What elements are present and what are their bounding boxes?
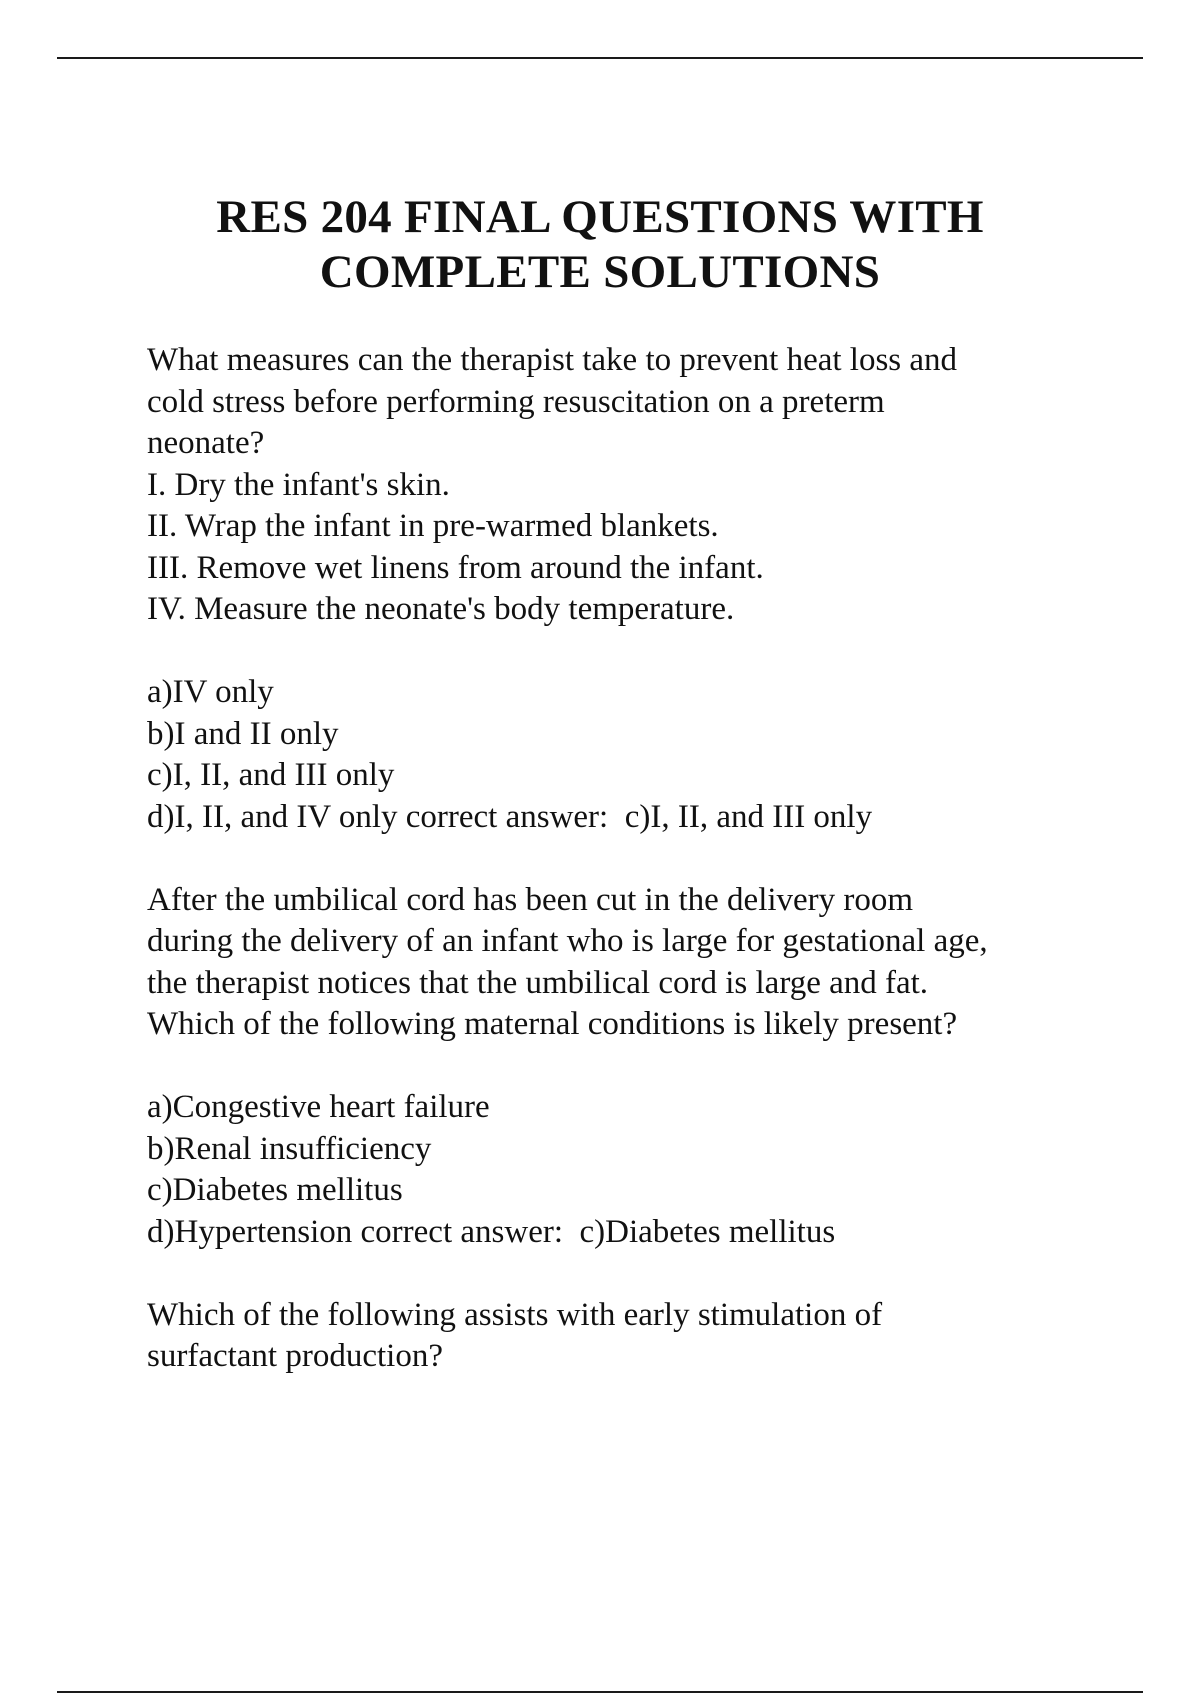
question-text: surfactant production?	[147, 1338, 443, 1374]
answer-option-with-correct-answer: d)Hypertension correct answer: c)Diabetes mellitus	[147, 1213, 836, 1250]
answer-option: c)Diabetes mellitus	[147, 1172, 403, 1208]
document-body	[147, 340, 1147, 1378]
page-title	[0, 190, 1200, 300]
footer-rule	[57, 1691, 1143, 1693]
answer-option: a)Congestive heart failure	[147, 1089, 490, 1125]
question-text: cold stress before performing resuscitation on a preterm	[147, 383, 885, 420]
question-text: during the delivery of an infant who is large for gestational age,	[147, 923, 988, 959]
spacer	[147, 631, 1147, 673]
answer-option: b)I and II only	[147, 715, 339, 752]
question-2-options	[147, 1087, 1147, 1253]
statement-item: II. Wrap the infant in pre-warmed blankets.	[147, 508, 719, 544]
spacer	[147, 838, 1147, 880]
answer-option: a)IV only	[147, 674, 274, 710]
header-rule	[57, 57, 1143, 59]
statement-item: III. Remove wet linens from around the infant.	[147, 549, 764, 586]
statement-item: IV. Measure the neonate's body temperature.	[147, 591, 735, 627]
question-text: Which of the following assists with early stimulation of	[147, 1296, 883, 1333]
question-3	[147, 1295, 1147, 1378]
question-1-options	[147, 672, 1147, 838]
question-text: the therapist notices that the umbilical cord is large and fat.	[147, 964, 929, 1001]
question-text: Which of the following maternal conditions is likely present?	[147, 1006, 958, 1042]
title-line: RES 204 FINAL QUESTIONS WITH	[216, 191, 984, 243]
answer-option: c)I, II, and III only	[147, 757, 395, 793]
question-1-stem	[147, 340, 1147, 631]
question-2-stem	[147, 880, 1147, 1046]
title-line: COMPLETE SOLUTIONS	[319, 246, 881, 298]
answer-option-with-correct-answer: d)I, II, and IV only correct answer: c)I, II, and III only	[147, 798, 873, 835]
question-1	[147, 340, 1147, 838]
question-text: neonate?	[147, 425, 265, 461]
answer-option: b)Renal insufficiency	[147, 1130, 432, 1167]
statement-item: I. Dry the infant's skin.	[147, 466, 450, 503]
spacer	[147, 1253, 1147, 1295]
spacer	[147, 1046, 1147, 1088]
question-text: After the umbilical cord has been cut in the delivery room	[147, 881, 914, 918]
question-2	[147, 880, 1147, 1254]
question-text: What measures can the therapist take to prevent heat loss and	[147, 342, 958, 378]
question-3-stem	[147, 1295, 1147, 1378]
